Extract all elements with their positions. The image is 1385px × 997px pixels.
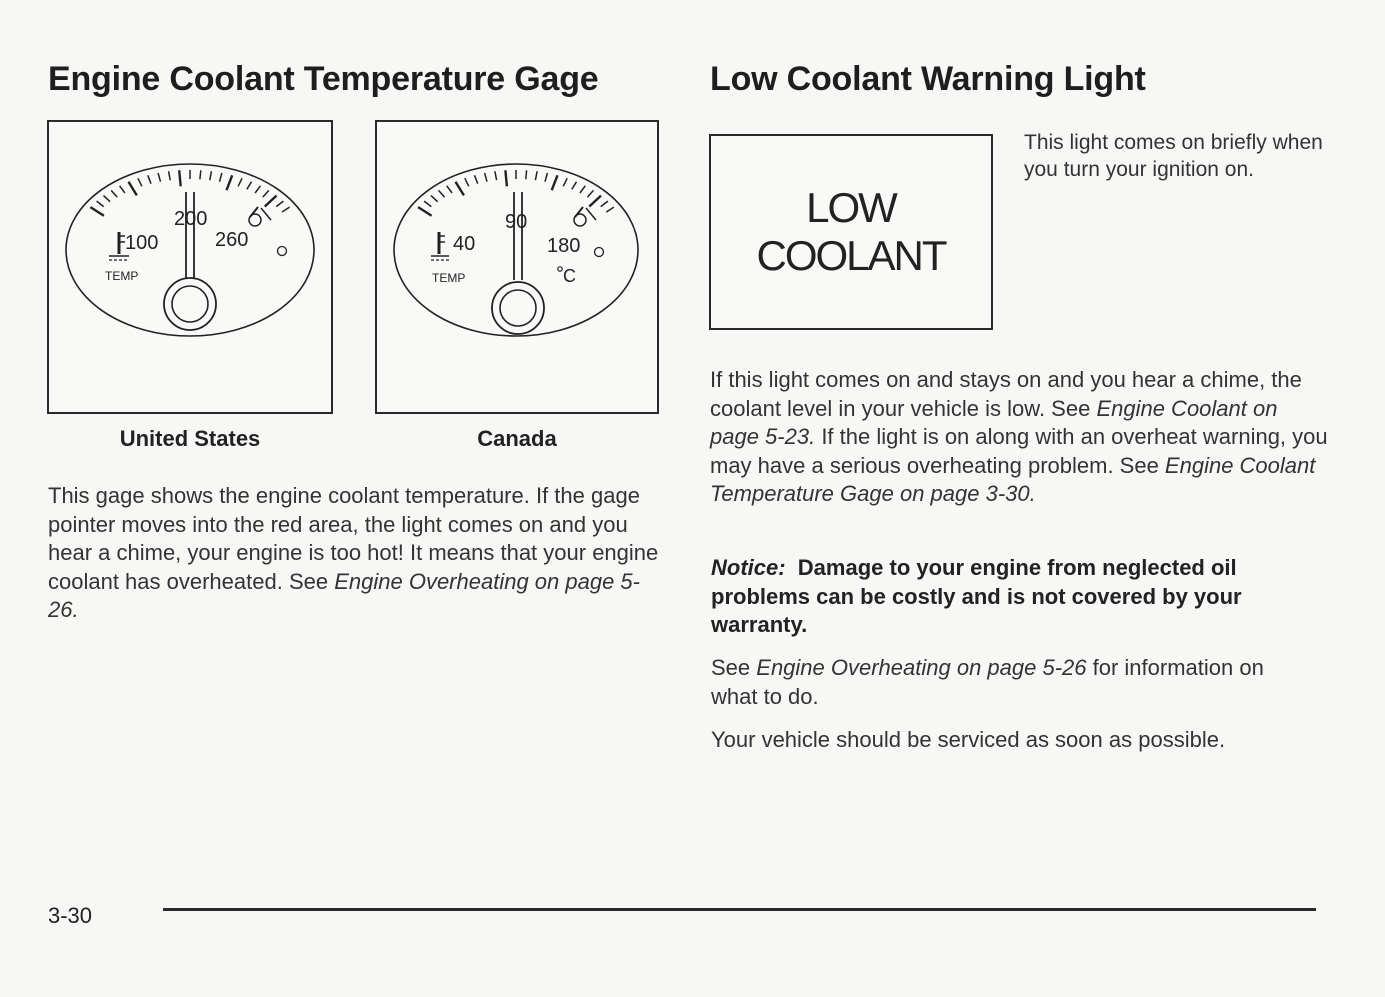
notice-paragraph	[711, 554, 1311, 640]
gauge-tick	[282, 207, 290, 212]
low-coolant-line1: LOW	[806, 184, 896, 231]
service-para: Your vehicle should be serviced as soon as possible.	[711, 727, 1226, 752]
gauge-figure-canada	[375, 120, 659, 414]
gauge-us-high-label: 260	[215, 229, 249, 251]
gauge-tick	[545, 173, 547, 182]
ref-engine-overheating-2[interactable]: Engine Overheating on page 5-26	[756, 655, 1087, 680]
gauge-tick	[255, 186, 260, 193]
gage-description	[48, 482, 663, 625]
gauge-tick	[158, 173, 160, 182]
gauge-tick	[104, 196, 111, 202]
gauge-tick	[210, 171, 212, 180]
gauge-dial-canada-icon	[377, 122, 657, 412]
gauge-tick	[552, 175, 558, 190]
gauge-tick	[247, 182, 252, 190]
gauge-tick	[475, 175, 478, 183]
gauge-tick	[572, 182, 577, 190]
gauge-tick	[526, 170, 527, 179]
gauge-tick	[90, 207, 104, 216]
gauge-tick	[120, 186, 125, 193]
gauge-canada-unit-label: C	[563, 266, 576, 286]
gauge-tick	[495, 171, 497, 180]
see-overheating-para	[711, 654, 1311, 711]
gauge-tick	[138, 178, 142, 186]
gauge-tick	[169, 171, 171, 180]
gauge-tick	[606, 207, 614, 212]
gauge-us-temp-label: TEMP	[105, 269, 139, 283]
gauge-canada-temp-label: TEMP	[432, 271, 466, 285]
gauge-tick	[179, 170, 181, 186]
gauge-canada-low-label: 40	[453, 233, 476, 255]
gauge-tick	[227, 175, 233, 190]
page-number: 3-30	[48, 903, 93, 928]
gauge-tick	[263, 190, 269, 197]
gauge-tick	[505, 170, 507, 186]
gauge-tick	[111, 190, 117, 197]
gauge-canada-high-label: 180	[547, 235, 581, 257]
thermometer-icon	[431, 232, 449, 260]
gauge-figure-us	[47, 120, 333, 414]
gauge-tick	[424, 201, 431, 207]
para1-text2: If the light is on along with an overheat warning, you may have a serious overheating problem. See	[710, 424, 1328, 478]
gauge-tick	[485, 173, 487, 182]
caption-canada: Canada	[477, 426, 557, 451]
gauge-tick	[238, 178, 242, 186]
low-coolant-light-figure	[709, 134, 993, 330]
gage-description-text: This gage shows the engine coolant temperature. If the gage pointer moves into the red area, the light comes on and you hear a chime, your engine is too hot! It means that your engine coolant has overheated. See	[48, 483, 659, 594]
ref-engine-overheating[interactable]: Engine Overheating on page 5-26.	[48, 568, 640, 622]
gauge-dial-us-icon	[49, 122, 331, 412]
ref-engine-coolant[interactable]: Engine Coolant on page 5-23.	[710, 395, 1278, 449]
gauge-tick	[456, 182, 464, 196]
gauge-tick	[447, 186, 452, 193]
gauge-tick	[439, 190, 445, 197]
gauge-tick	[580, 186, 585, 193]
gauge-us-mid-label: 200	[174, 208, 208, 230]
ref-coolant-temp-gage[interactable]: Engine Coolant Temperature Gage on page 3-30.	[710, 452, 1316, 506]
notice-text: Damage to your engine from neglected oil problems can be costly and is not covered by your warranty.	[711, 555, 1242, 637]
notice-label: Notice:	[711, 555, 786, 580]
gauge-tick	[601, 201, 608, 207]
gauge-tick	[97, 201, 104, 207]
heading-low-coolant: Low Coolant Warning Light	[710, 60, 1146, 98]
footer-rule	[163, 908, 1316, 911]
gauge-tick	[276, 201, 283, 207]
gauge-canada-mid-label: 90	[505, 211, 528, 233]
gauge-tick	[148, 175, 151, 183]
light-side-text: This light comes on briefly when you turn your ignition on.	[1024, 131, 1323, 181]
low-coolant-line2: COOLANT	[756, 232, 946, 279]
gauge-tick	[129, 182, 137, 196]
low-coolant-para	[710, 366, 1330, 509]
para2-text1: See	[711, 655, 757, 680]
gauge-tick	[587, 190, 593, 197]
gauge-us-low-label: 100	[125, 232, 159, 254]
caption-united-states: United States	[119, 426, 261, 451]
gauge-tick	[418, 207, 432, 216]
gauge-tick	[589, 196, 601, 207]
para2-text2: for information on what to do.	[711, 655, 1264, 709]
heading-coolant-gage: Engine Coolant Temperature Gage	[48, 60, 599, 98]
gauge-tick	[465, 178, 469, 186]
gauge-tick	[431, 196, 438, 202]
para1-text1: If this light comes on and stays on and you hear a chime, the coolant level in your vehicle is low. See	[710, 367, 1302, 421]
gauge-tick	[535, 171, 537, 180]
gauge-tick	[220, 173, 222, 182]
gauge-tick	[200, 170, 201, 179]
gauge-tick	[563, 178, 567, 186]
gauge-tick	[265, 196, 277, 207]
